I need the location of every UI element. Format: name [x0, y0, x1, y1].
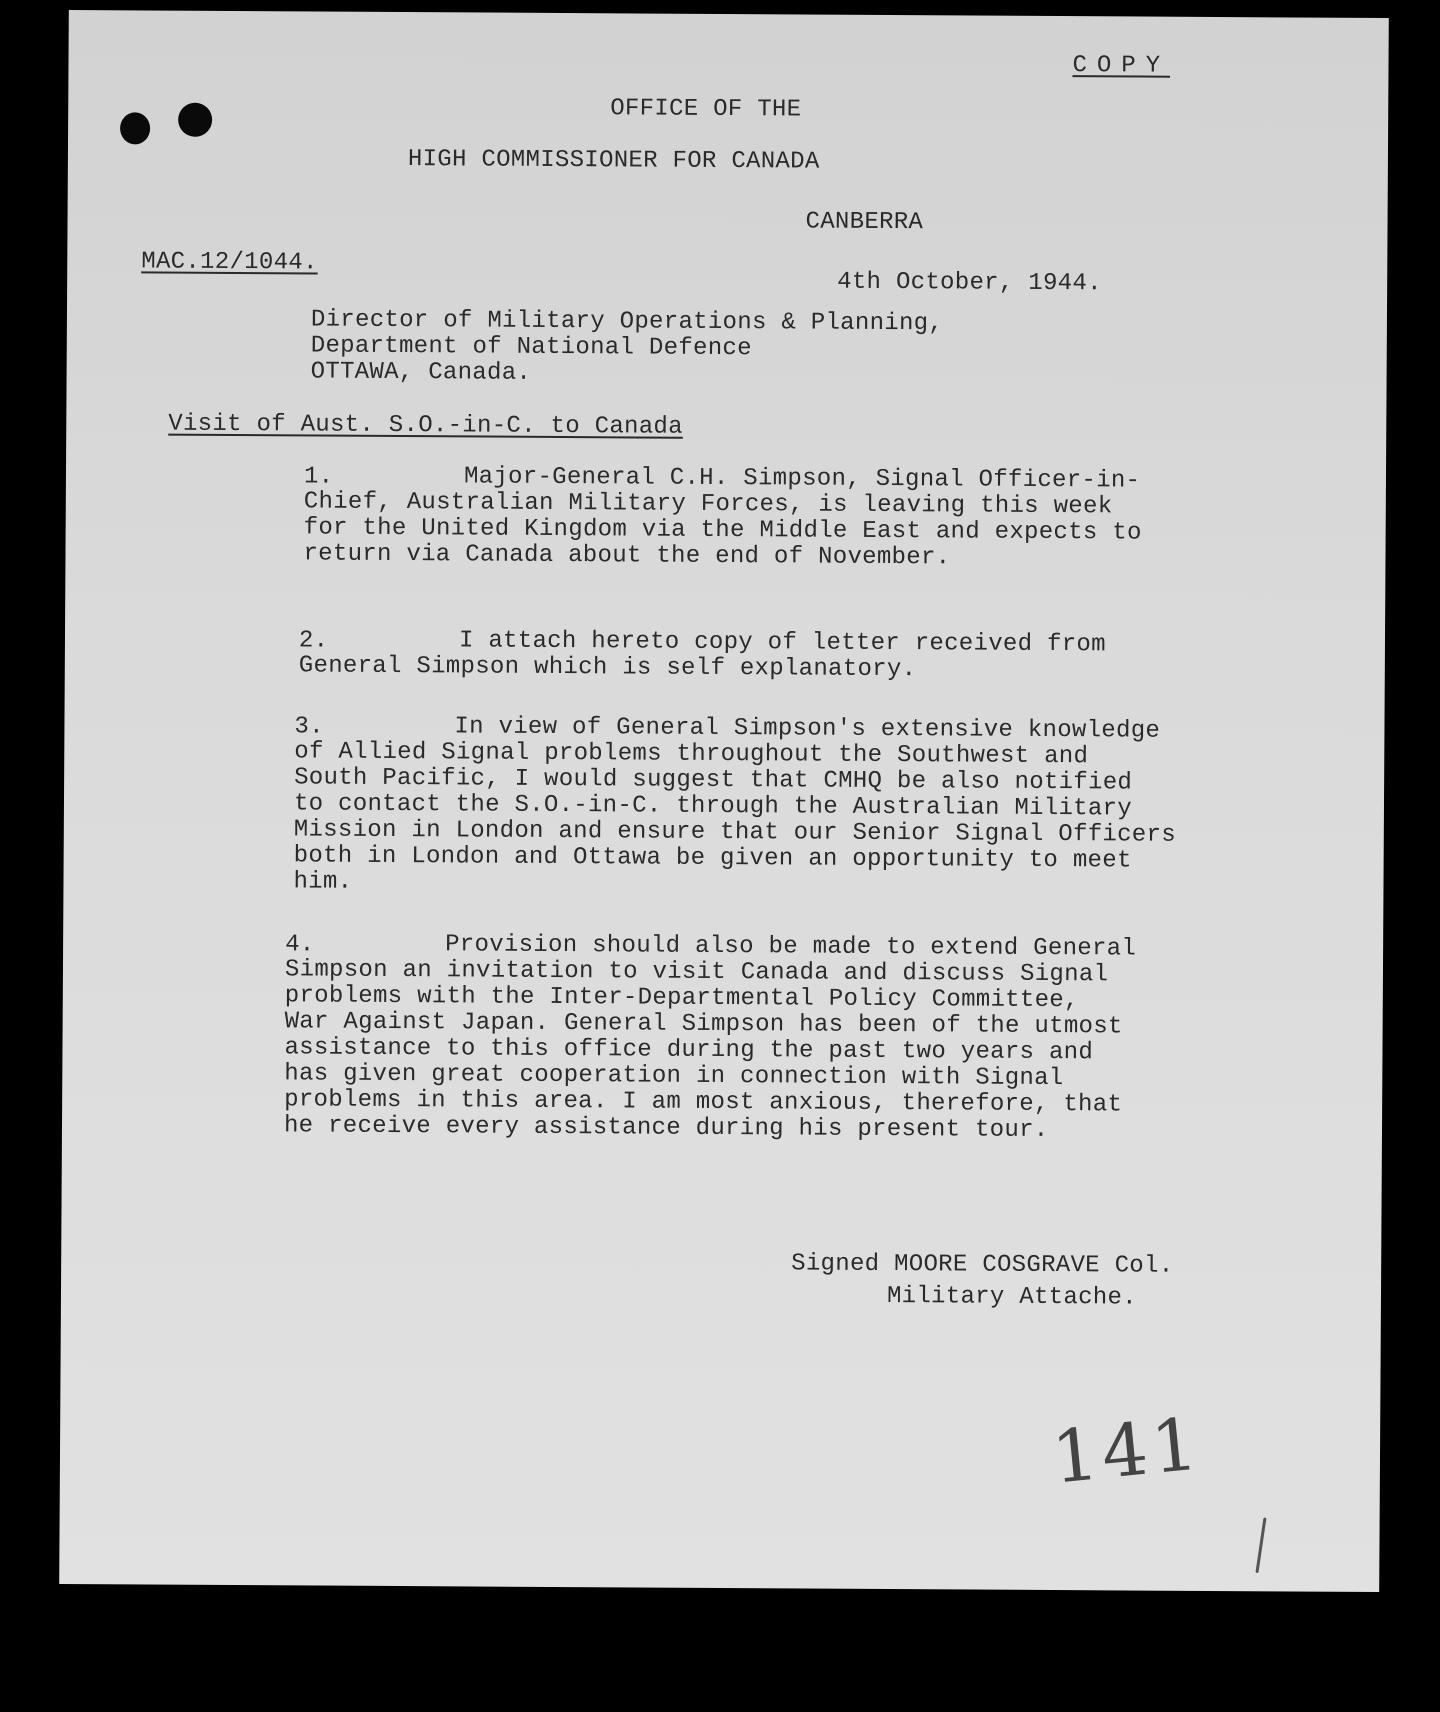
paragraph-line: for the United Kingdom via the Middle East and expects to [303, 514, 1142, 547]
reference-number: MAC.12/1044. [141, 248, 318, 277]
paragraph-line: Major-General C.H. Simpson, Signal Officer-in- [463, 463, 1141, 495]
punch-holes [69, 10, 1389, 18]
punch-hole-right [178, 103, 212, 137]
paragraph-line: Mission in London and ensure that our Senior Signal Officers [293, 816, 1177, 849]
paragraph-number: 3. [294, 713, 324, 741]
subject-line: Visit of Aust. S.O.-in-C. to Canada [168, 410, 683, 441]
paragraph-line: him. [293, 868, 353, 896]
paragraph-line: Chief, Australian Military Forces, is leaving this week [303, 488, 1113, 521]
address-line: Director of Military Operations & Planning, [310, 306, 944, 338]
paragraph-line: Simpson an invitation to visit Canada and discuss Signal [284, 956, 1109, 989]
paragraph-number: 4. [285, 931, 315, 959]
paragraph-line: South Pacific, I would suggest that CMHQ be also notified [294, 764, 1133, 797]
paragraph-line: General Simpson which is self explanatory. [298, 652, 917, 684]
office-heading-line2: HIGH COMMISSIONER FOR CANADA [407, 146, 820, 176]
paragraph-line: I attach hereto copy of letter received from [458, 627, 1106, 659]
paragraph-line: In view of General Simpson's extensive knowledge [454, 713, 1161, 745]
address-block [311, 307, 944, 389]
paragraph-line: problems with the Inter-Departmental Policy Committee, [284, 982, 1079, 1015]
letter-date: 4th October, 1944. [837, 268, 1102, 298]
address-line: OTTAWA, Canada. [310, 358, 532, 387]
paragraph-line: has given great cooperation in connection with Signal [284, 1060, 1064, 1093]
address-line: Department of National Defence [310, 332, 752, 363]
paragraph-number: 2. [298, 627, 329, 655]
paragraph-line: assistance to this office during the past two years and [284, 1034, 1094, 1067]
paragraph-line: problems in this area. I am most anxious, therefore, that [284, 1086, 1123, 1119]
paragraph-number: 1. [303, 463, 334, 491]
paragraph-line: both in London and Ottawa be given an opportunity to meet [293, 842, 1132, 875]
pencil-mark [1255, 1517, 1266, 1573]
handwritten-page-number: 141 [1048, 1401, 1206, 1500]
paragraph-line: War Against Japan. General Simpson has been of the utmost [284, 1008, 1123, 1041]
paragraph-line: to contact the S.O.-in-C. through the Australian Military [293, 790, 1133, 823]
office-city: CANBERRA [805, 208, 924, 237]
office-heading-line1: OFFICE OF THE [610, 95, 802, 124]
signature-title: Military Attache. [886, 1283, 1138, 1312]
punch-hole-left [120, 112, 150, 144]
copy-mark: COPY [1072, 52, 1171, 80]
paragraph-line: he receive every assistance during his present tour. [283, 1112, 1049, 1144]
paragraph-line: of Allied Signal problems throughout the Southwest and [294, 738, 1089, 771]
paragraph-line: Provision should also be made to extend General [445, 931, 1137, 963]
document-page [59, 10, 1389, 1592]
paragraph-line: return via Canada about the end of November. [303, 540, 951, 572]
signature-line: Signed MOORE COSGRAVE Col. [791, 1250, 1174, 1280]
